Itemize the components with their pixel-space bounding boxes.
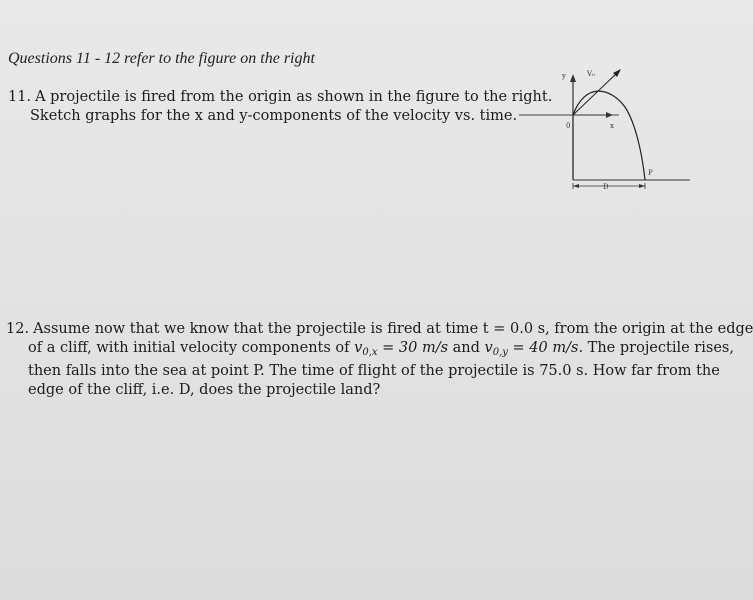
question-12: [6, 320, 753, 400]
projectile-diagram: [515, 62, 695, 197]
question-11-line-1: 11. A projectile is fired from the origin as shown in the figure to the right.: [8, 89, 553, 105]
v0-label: V₀: [587, 70, 595, 78]
distance-d-label: D: [603, 183, 609, 191]
distance-d-right-arrow: [639, 184, 645, 188]
question-12-number: 12.: [6, 321, 30, 337]
x-axis-label: x: [610, 122, 614, 130]
point-p-label: P: [648, 169, 653, 177]
y-axis-arrow: [570, 74, 576, 82]
section-heading: Questions 11 - 12 refer to the figure on the right: [8, 50, 315, 67]
distance-d-left-arrow: [573, 184, 579, 188]
question-11: [8, 88, 552, 126]
question-12-line-4: edge of the cliff, i.e. D, does the projectile land?: [28, 382, 381, 398]
question-12-line-1: 12. Assume now that we know that the projectile is fired at time t = 0.0 s, from the origin at the edge: [6, 321, 753, 337]
question-11-line-2: Sketch graphs for the x and y-components of the velocity vs. time.: [30, 108, 518, 124]
initial-velocity-vector: [573, 72, 618, 115]
origin-label: 0: [566, 122, 571, 130]
question-12-line-2: of a cliff, with initial velocity components of $v_{0,x} = 30$ m/s and $v_{0,y} = 40$ m/s. The projectile rises,: [28, 340, 734, 358]
x-axis-arrow: [606, 112, 613, 118]
question-12-line-3: then falls into the sea at point P. The time of flight of the projectile is 75.0 s. How far from the: [28, 363, 720, 379]
question-11-number: 11.: [8, 89, 32, 105]
y-axis-label: y: [562, 72, 566, 80]
projectile-figure: [515, 62, 695, 197]
